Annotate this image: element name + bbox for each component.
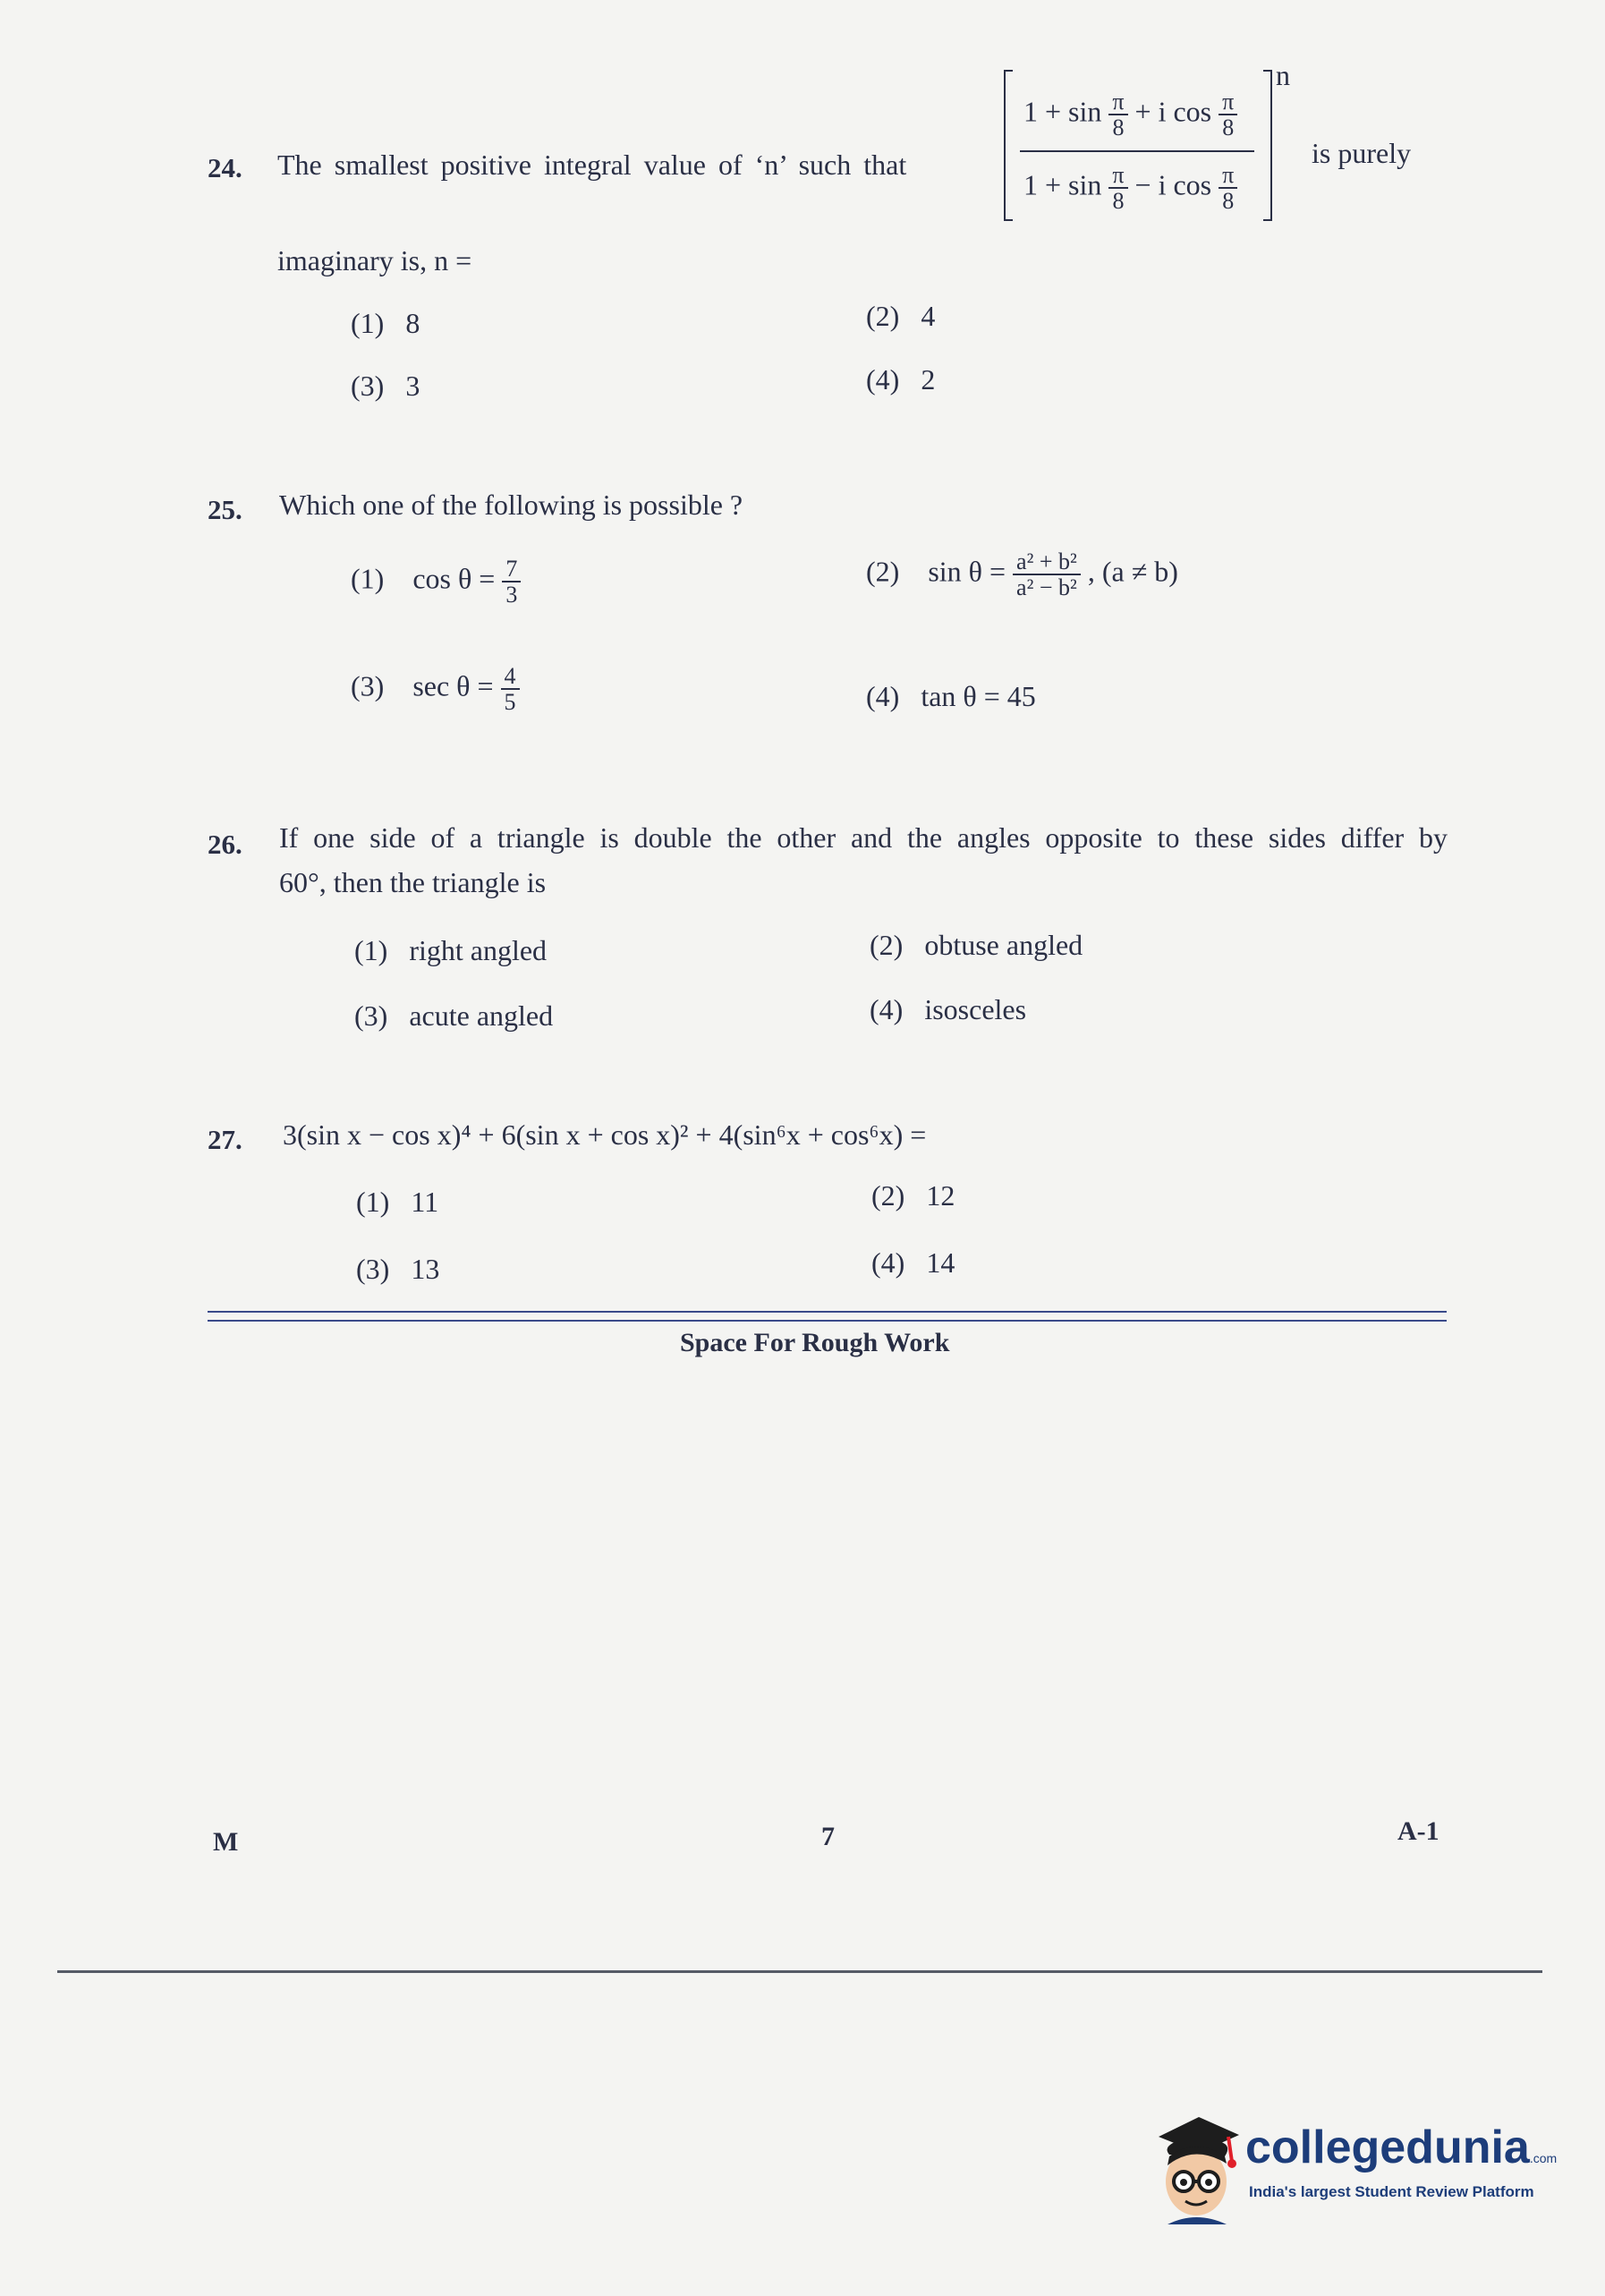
q24-option-2: (2) 4 bbox=[866, 300, 936, 332]
q27-expression: 3(sin x − cos x)⁴ + 6(sin x + cos x)² + 4(sin⁶x + cos⁶x) = bbox=[283, 1118, 927, 1151]
q24-option-4: (4) 2 bbox=[866, 363, 936, 395]
question-number-26: 26. bbox=[208, 829, 242, 860]
footer-right: A-1 bbox=[1397, 1816, 1439, 1846]
left-bracket bbox=[1004, 70, 1013, 221]
page-number: 7 bbox=[821, 1822, 835, 1851]
q25-option-3: (3) sec θ = $\frac{4}{5}$ bbox=[351, 664, 520, 715]
divider-line-top bbox=[208, 1311, 1447, 1313]
q27-option-1: (1) 11 bbox=[356, 1186, 439, 1218]
footer-left: M bbox=[213, 1827, 239, 1857]
rough-work-heading: Space For Rough Work bbox=[680, 1328, 950, 1357]
q25-option-2: (2) sin θ = $\frac{\text{a² + b²}}{\text{a² − b²}}$ , (a ≠ b) bbox=[866, 548, 1178, 601]
q25-option-4: (4) tan θ = 45 bbox=[866, 680, 1036, 712]
right-bracket bbox=[1263, 70, 1272, 221]
q24-bracket-expression bbox=[1004, 70, 1272, 217]
question-number-25: 25. bbox=[208, 494, 242, 525]
question-number-27: 27. bbox=[208, 1124, 242, 1155]
q24-tail: is purely bbox=[1312, 137, 1412, 169]
q27-option-3: (3) 13 bbox=[356, 1253, 440, 1285]
q24-line2: imaginary is, n = bbox=[277, 244, 472, 276]
q26-line2: 60°, then the triangle is bbox=[279, 866, 547, 898]
q26-option-2: (2) obtuse angled bbox=[870, 929, 1083, 961]
q27-option-4: (4) 14 bbox=[871, 1246, 955, 1279]
q24-exponent: n bbox=[1276, 59, 1290, 91]
q24-denominator: 1 + sin $\frac{\pi}{8}$ − i cos $\frac{\pi}{8}$ bbox=[1023, 163, 1237, 214]
q26-option-3: (3) acute angled bbox=[354, 999, 554, 1032]
q27-option-2: (2) 12 bbox=[871, 1179, 955, 1212]
question-text-24: The smallest positive integral value of ‘n’ such that bbox=[277, 149, 907, 181]
q25-option-1: (1) cos θ = $\frac{7}{3}$ bbox=[351, 557, 521, 608]
q26-option-1: (1) right angled bbox=[354, 934, 548, 966]
q24-option-3: (3) 3 bbox=[351, 370, 420, 402]
q26-option-4: (4) isosceles bbox=[870, 993, 1027, 1025]
question-text-25: Which one of the following is possible ? bbox=[279, 489, 743, 521]
brand-name: collegedunia.com bbox=[1245, 2122, 1558, 2173]
mascot-icon bbox=[1150, 2110, 1244, 2226]
q24-fraction-bar bbox=[1020, 150, 1254, 152]
q24-option-1: (1) 8 bbox=[351, 307, 420, 339]
page-bottom-rule bbox=[57, 1970, 1542, 1973]
brand-tagline: India's largest Student Review Platform bbox=[1249, 2183, 1534, 2200]
question-number-24: 24. bbox=[208, 152, 242, 183]
q26-line1: If one side of a triangle is double the other and the angles opposite to these sides differ by bbox=[279, 821, 1448, 854]
divider-line-bottom bbox=[208, 1320, 1447, 1322]
q24-numerator: 1 + sin $\frac{\pi}{8}$ + i cos $\frac{\pi}{8}$ bbox=[1023, 89, 1237, 140]
